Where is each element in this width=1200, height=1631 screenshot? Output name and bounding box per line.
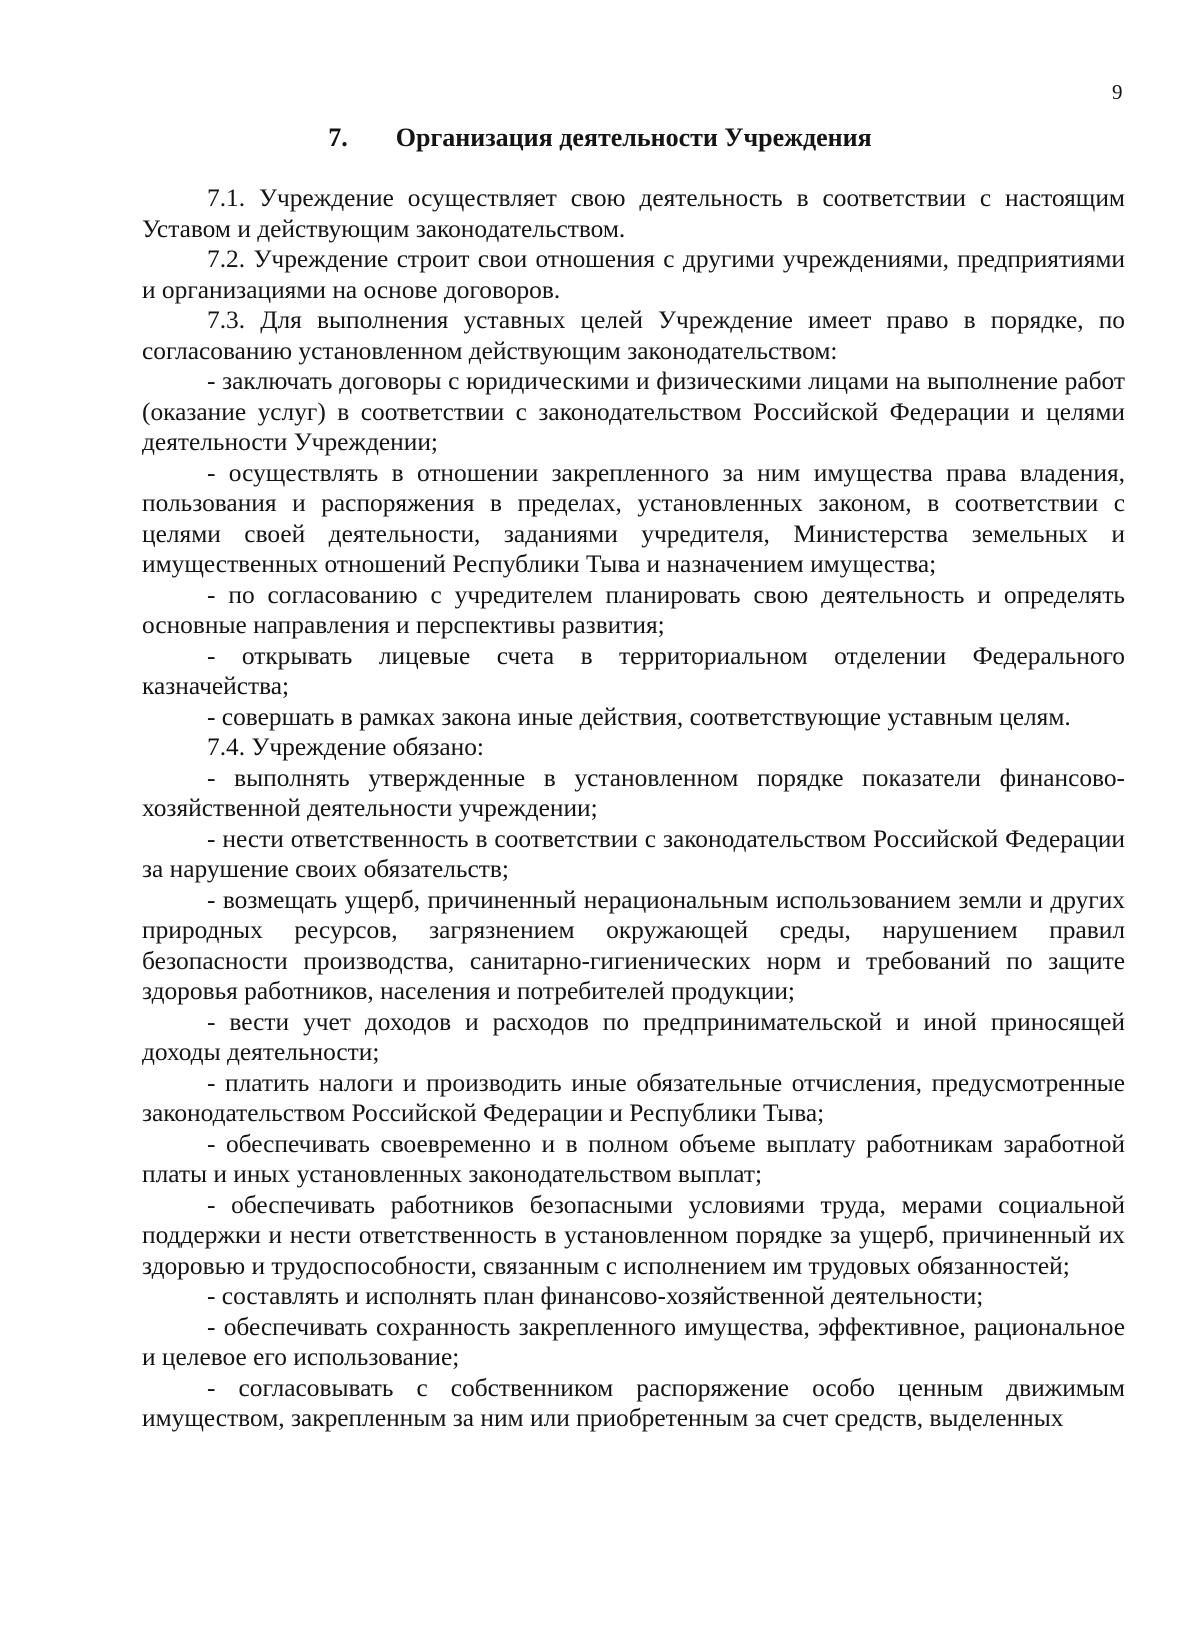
page-number: 9	[1112, 80, 1123, 104]
list-item: - совершать в рамках закона иные действия, соответствующие уставным целям.	[207, 702, 1071, 731]
section-number: 7.	[328, 123, 348, 152]
list-item: - по согласованию с учредителем планировать свою деятельность и определять основные направления и перспективы развития;	[142, 580, 1125, 639]
list-item: - осуществлять в отношении закрепленного за ним имущества права владения, пользования и распоряжения в пределах, установленных законом, в соответствии с целями своей деятельности, заданиями учредителя, Министерства земельных и имущественных отношений Республики Тыва и назначением имущества;	[142, 458, 1125, 578]
paragraph-7-1: 7.1. Учреждение осуществляет свою деятельность в соответствии с настоящим Уставом и действующим законодательством.	[142, 184, 1125, 243]
list-item: - обеспечивать сохранность закрепленного имущества, эффективное, рациональное и целевое его использование;	[142, 1312, 1125, 1371]
body-text	[142, 183, 1125, 1434]
list-item: - согласовывать с собственником распоряжение особо ценным движимым имуществом, закрепленным за ним или приобретенным за счет средств, выделенных	[142, 1373, 1125, 1432]
paragraph-7-2: 7.2. Учреждение строит свои отношения с другими учреждениями, предприятиями и организациями на основе договоров.	[142, 245, 1125, 304]
list-item: - возмещать ущерб, причиненный нерациональным использованием земли и других природных ресурсов, загрязнением окружающей среды, нарушением правил безопасности производства, санитарно-гигиенических норм и требований по защите здоровья работников, населения и потребителей продукции;	[142, 885, 1125, 1005]
paragraph-7-3: 7.3. Для выполнения уставных целей Учреждение имеет право в порядке, по согласованию установленном действующим законодательством:	[142, 306, 1125, 365]
list-item: - заключать договоры с юридическими и физическими лицами на выполнение работ (оказание услуг) в соответствии с законодательством Российской Федерации и целями деятельности Учреждении;	[142, 367, 1125, 456]
list-item: - нести ответственность в соответствии с законодательством Российской Федерации за нарушение своих обязательств;	[142, 824, 1125, 883]
section-heading	[0, 122, 1200, 153]
list-item: - обеспечивать работников безопасными условиями труда, мерами социальной поддержки и нести ответственность в установленном порядке за ущерб, причиненный их здоровью и трудоспособности, связанным с исполнением им трудовых обязанностей;	[142, 1190, 1125, 1280]
list-item: - обеспечивать своевременно и в полном объеме выплату работникам заработной платы и иных установленных законодательством выплат;	[142, 1129, 1125, 1188]
list-item: - выполнять утвержденные в установленном порядке показатели финансово-хозяйственной деятельности учреждении;	[142, 763, 1125, 822]
paragraph-7-4: 7.4. Учреждение обязано:	[207, 733, 484, 761]
list-item: - составлять и исполнять план финансово-хозяйственной деятельности;	[207, 1282, 984, 1310]
list-item: - платить налоги и производить иные обязательные отчисления, предусмотренные законодательством Российской Федерации и Республики Тыва;	[142, 1068, 1125, 1127]
list-item: - открывать лицевые счета в территориальном отделении Федерального казначейства;	[142, 641, 1125, 700]
section-title: Организация деятельности Учреждения	[395, 123, 872, 152]
list-item: - вести учет доходов и расходов по предпринимательской и иной приносящей доходы деятельности;	[142, 1007, 1125, 1066]
